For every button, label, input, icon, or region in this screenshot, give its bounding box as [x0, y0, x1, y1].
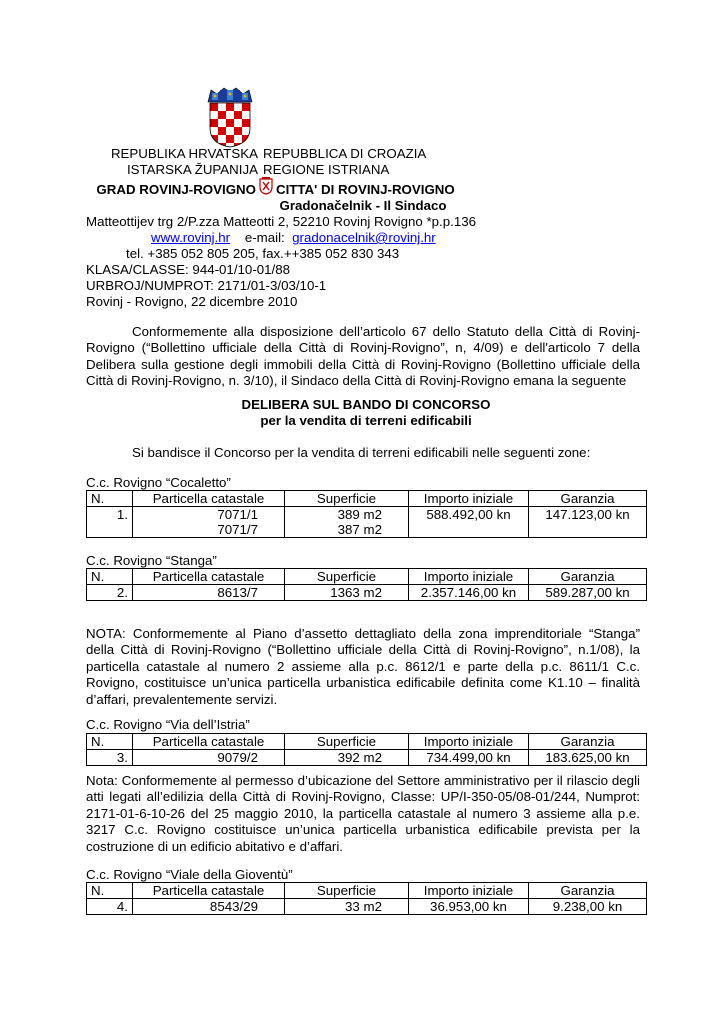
coat-of-arms-square — [218, 119, 226, 127]
header-particella: Particella catastale — [133, 734, 285, 750]
zone-table — [86, 568, 647, 601]
zone-title: C.c. Rovigno “Cocaletto” — [86, 475, 231, 490]
header-particella: Particella catastale — [133, 569, 285, 585]
republic-name-croatian: REPUBLIKA HRVATSKA — [110, 146, 258, 161]
particella-value: 7071/7 — [217, 522, 258, 537]
county-name-croatian: ISTARSKA ŽUPANIJA — [126, 162, 258, 177]
coat-of-arms-square — [242, 103, 250, 111]
coat-of-arms-square — [218, 127, 226, 135]
coat-of-arms-square — [218, 135, 226, 143]
city-name-croatian: GRAD ROVINJ-ROVIGNO — [96, 182, 256, 197]
table-header-row — [87, 883, 647, 899]
note-stanga: NOTA: Conformemente al Piano d’assetto dettagliato della zona imprenditoriale “Stanga” della Città di Rovinj-Rovigno (“Bollettino ufficiale della Città di Rovinj-Rovigno”, n.1/08), la particella catastale al numero 2 assieme alla p.c. 8612/1 e parte della p.c. 8611/1 C.c. Rovigno, costituisce un’unica particella urbanistica edificabile definita come K1.10 – finalità d’affari, prevalentemente servizi. — [86, 626, 640, 707]
row-number: 3. — [87, 750, 133, 766]
header-superficie: Superficie — [285, 569, 409, 585]
header-importo: Importo iniziale — [409, 883, 529, 899]
coat-of-arms-square — [218, 111, 226, 119]
particella-cell: 8613/7 — [133, 585, 285, 601]
header-superficie: Superficie — [285, 491, 409, 507]
document-title: DELIBERA SUL BANDO DI CONCORSO — [241, 397, 491, 412]
table-header-row — [87, 569, 647, 585]
intro-paragraph: Conformemente alla disposizione dell’articolo 67 dello Statuto della Città di Rovinj-Rovigno (“Bollettino ufficiale della Città di Rovinj-Rovigno”, n, 4/09) e dell'articolo 7 della Delibera sulla gestione degli immobili della Città di Rovinj-Rovigno (Bollettino ufficiale della Città di Rovinj-Rovigno, n. 3/10), il Sindaco della Città di Rovinj-Rovigno emana la seguente — [86, 324, 640, 389]
garanzia-cell: 9.238,00 kn — [529, 899, 647, 915]
email-label: e-mail: — [244, 230, 285, 245]
header-garanzia: Garanzia — [529, 734, 647, 750]
address-line: Matteottijev trg 2/P.zza Matteotti 2, 52210 Rovinj Rovigno *p.p.136 — [86, 214, 477, 229]
superficie-cell: 1363 m2 — [285, 585, 409, 601]
particella-value: 7071/1 — [217, 507, 258, 522]
superficie-value: 389 m2 — [337, 507, 382, 522]
garanzia-cell: 589.287,00 kn — [529, 585, 647, 601]
republic-name-italian: REPUBBLICA DI CROAZIA — [263, 146, 427, 161]
county-name-italian: REGIONE ISTRIANA — [263, 162, 390, 177]
phone-fax-line: tel. +385 052 805 205, fax.++385 052 830 343 — [126, 246, 400, 261]
croatian-coat-of-arms — [205, 86, 255, 148]
header-n: N. — [87, 734, 133, 750]
date-line: Rovinj - Rovigno, 22 dicembre 2010 — [86, 294, 298, 309]
note-via-istria: Nota: Conformemente al permesso d’ubicazione del Settore amministrativo per il rilascio degli atti legati all’edilizia della Città di Rovinj-Rovigno, Classe: UP/I-350-05/08-01/244, Numprot: 2171-01-6-10-26 del 25 maggio 2010, la particella catastale al numero 3 assieme alla p.e. 3217 C.c. Rovigno costituisce un’unica particella urbanistica edificabile prevista per la costruzione di un edificio abitativo e d’affari. — [86, 773, 640, 854]
coat-of-arms-square — [226, 103, 234, 111]
document-subtitle: per la vendita di terreni edificabili — [260, 413, 472, 428]
zone-title: C.c. Rovigno “Via dell’Istria” — [86, 717, 250, 732]
coat-of-arms-square — [210, 103, 218, 111]
coat-of-arms-square — [242, 119, 250, 127]
zone-table — [86, 490, 647, 538]
header-superficie: Superficie — [285, 734, 409, 750]
row-number: 2. — [87, 585, 133, 601]
row-number: 4. — [87, 899, 133, 915]
header-n: N. — [87, 883, 133, 899]
coat-of-arms-square — [210, 119, 218, 127]
coat-of-arms-square — [234, 135, 242, 143]
importo-cell: 588.492,00 kn — [409, 507, 529, 538]
garanzia-cell: 183.625,00 kn — [529, 750, 647, 766]
email-link[interactable]: gradonacelnik@rovinj.hr — [292, 230, 436, 245]
header-n: N. — [87, 491, 133, 507]
coat-of-arms-square — [226, 111, 234, 119]
klasa-line: KLASA/CLASSE: 944-01/10-01/88 — [86, 262, 291, 277]
header-garanzia: Garanzia — [529, 883, 647, 899]
coat-of-arms-square — [210, 111, 218, 119]
header-importo: Importo iniziale — [409, 569, 529, 585]
contact-line — [151, 230, 436, 246]
header-particella: Particella catastale — [133, 883, 285, 899]
website-link[interactable]: www.rovinj.hr — [151, 230, 231, 245]
coat-of-arms-square — [226, 135, 234, 143]
table-row — [87, 585, 647, 601]
row-number: 1. — [87, 507, 133, 538]
table-row — [87, 899, 647, 915]
particella-cell: 9079/2 — [133, 750, 285, 766]
superficie-cell — [285, 507, 409, 538]
table-row — [87, 507, 647, 538]
coat-of-arms-square — [226, 119, 234, 127]
superficie-cell: 33 m2 — [285, 899, 409, 915]
particella-cell — [133, 507, 285, 538]
table-header-row — [87, 734, 647, 750]
city-emblem-icon — [259, 177, 273, 195]
zone-title: C.c. Rovigno “Viale della Gioventù” — [86, 867, 293, 882]
importo-cell: 2.357.146,00 kn — [409, 585, 529, 601]
header-n: N. — [87, 569, 133, 585]
announcement-text: Si bandisce il Concorso per la vendita di terreni edificabili nelle seguenti zone: — [132, 445, 591, 460]
importo-cell: 734.499,00 kn — [409, 750, 529, 766]
header-superficie: Superficie — [285, 883, 409, 899]
coat-of-arms-square — [234, 111, 242, 119]
header-particella: Particella catastale — [133, 491, 285, 507]
coat-of-arms-square — [234, 127, 242, 135]
coat-of-arms-square — [218, 103, 226, 111]
header-importo: Importo iniziale — [409, 491, 529, 507]
zone-table — [86, 733, 647, 766]
garanzia-cell: 147.123,00 kn — [529, 507, 647, 538]
superficie-cell: 392 m2 — [285, 750, 409, 766]
importo-cell: 36.953,00 kn — [409, 899, 529, 915]
urbroj-line: URBROJ/NUMPROT: 2171/01-3/03/10-1 — [86, 278, 327, 293]
header-garanzia: Garanzia — [529, 569, 647, 585]
table-header-row — [87, 491, 647, 507]
coat-of-arms-square — [226, 127, 234, 135]
city-name-italian: CITTA' DI ROVINJ-ROVIGNO — [276, 182, 455, 197]
zone-table — [86, 882, 647, 915]
mayor-title: Gradonačelnik - Il Sindaco — [279, 198, 447, 213]
particella-cell: 8543/29 — [133, 899, 285, 915]
header-garanzia: Garanzia — [529, 491, 647, 507]
table-row — [87, 750, 647, 766]
coat-of-arms-square — [234, 103, 242, 111]
coat-of-arms-square — [234, 119, 242, 127]
superficie-value: 387 m2 — [337, 522, 382, 537]
header-importo: Importo iniziale — [409, 734, 529, 750]
zone-title: C.c. Rovigno “Stanga” — [86, 553, 217, 568]
coat-of-arms-square — [242, 111, 250, 119]
